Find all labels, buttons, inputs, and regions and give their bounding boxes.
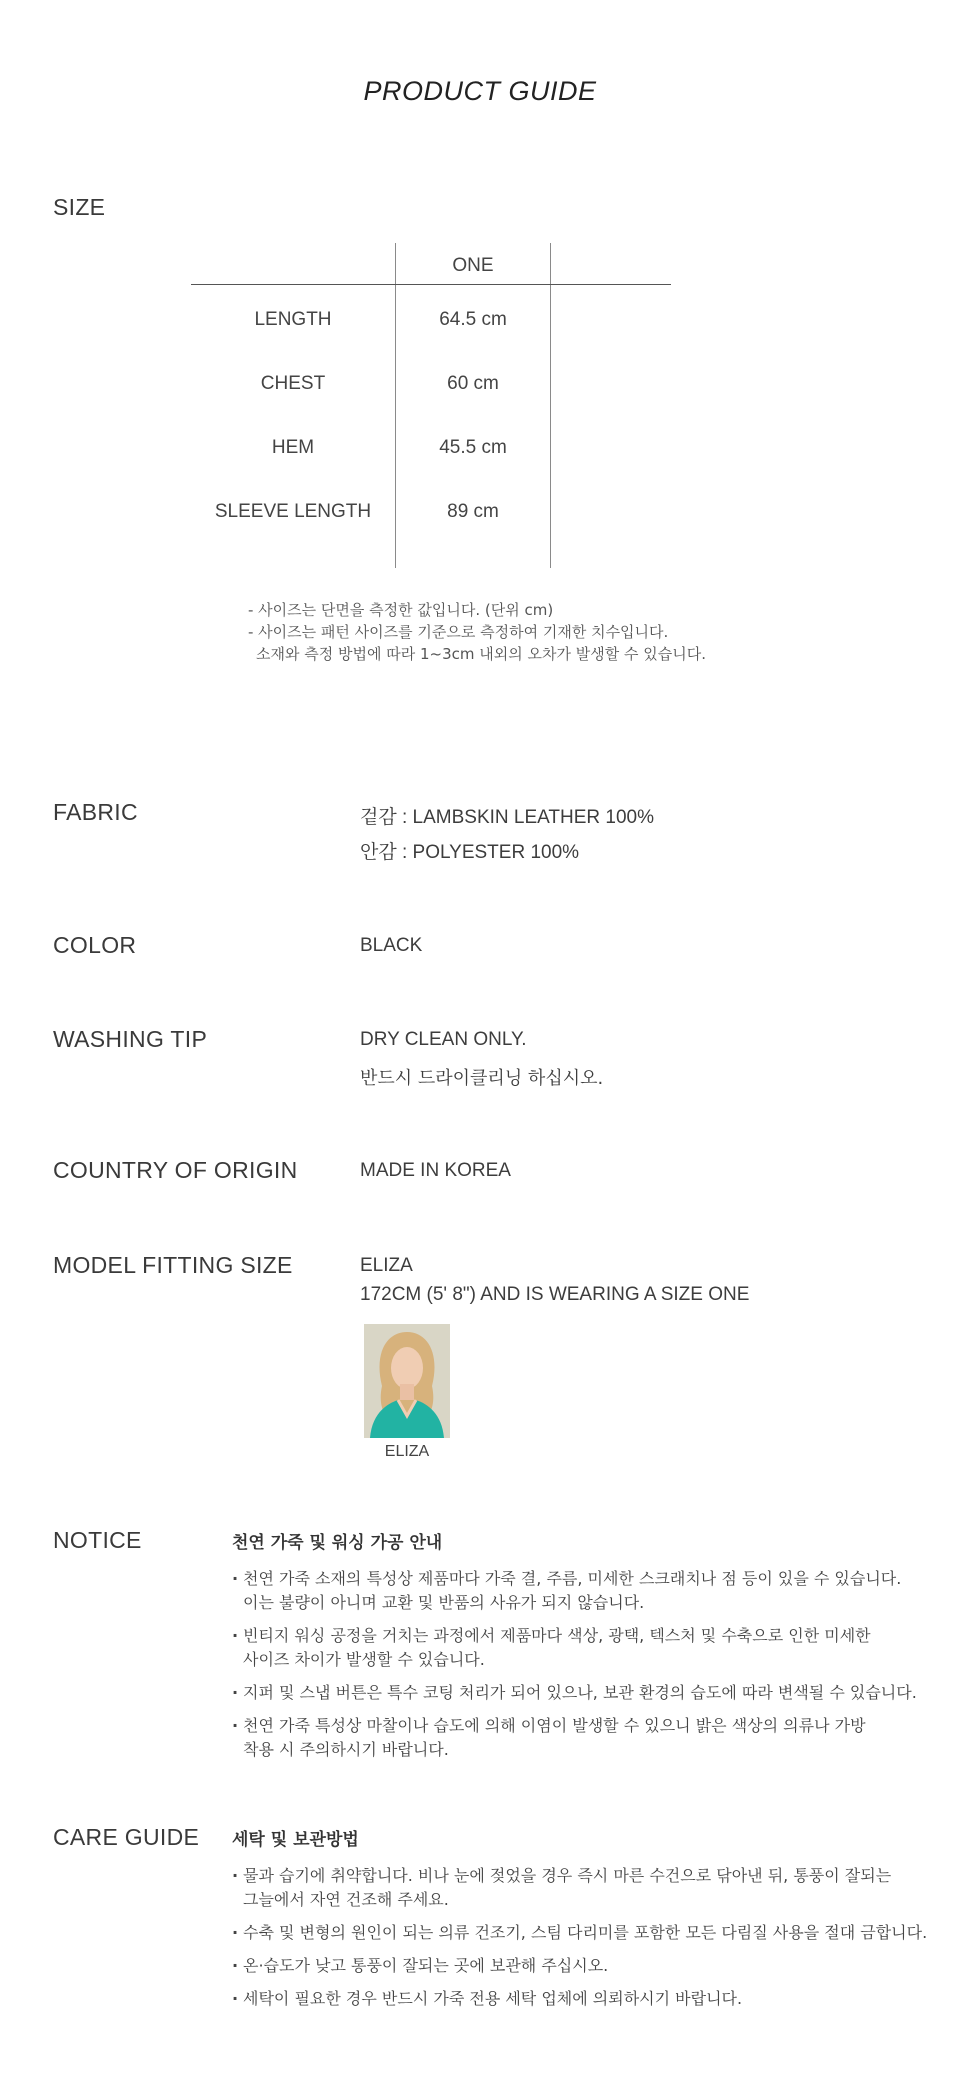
- size-note: - 사이즈는 패턴 사이즈를 기준으로 측정하여 기재한 치수입니다.: [248, 623, 669, 641]
- size-row-label: CHEST: [260, 373, 326, 394]
- fabric-section-label: FABRIC: [53, 799, 138, 825]
- origin-value: MADE IN KOREA: [360, 1160, 511, 1181]
- fabric-lining: 안감 : POLYESTER 100%: [360, 842, 580, 863]
- size-row-value: 64.5 cm: [439, 309, 507, 330]
- fabric-outer: 겉감 : LAMBSKIN LEATHER 100%: [360, 807, 655, 828]
- size-row-label: HEM: [271, 437, 315, 458]
- page-title: PRODUCT GUIDE: [363, 76, 597, 106]
- model-photo: [364, 1324, 450, 1438]
- washing-line: 반드시 드라이클리닝 하십시오.: [360, 1068, 604, 1089]
- notice-heading: 천연 가죽 및 워싱 가공 안내: [232, 1533, 443, 1553]
- color-section-label: COLOR: [53, 932, 137, 958]
- washing-line: DRY CLEAN ONLY.: [360, 1029, 527, 1050]
- list-item: · 지퍼 및 스냅 버튼은 특수 코팅 처리가 되어 있으나, 보관 환경의 습도에 따라 변색될 수 있습니다.: [232, 1681, 952, 1705]
- size-row-value: 45.5 cm: [439, 437, 507, 458]
- origin-section-label: COUNTRY OF ORIGIN: [53, 1157, 298, 1183]
- notice-list: [232, 1567, 952, 1771]
- list-item: · 천연 가죽 소재의 특성상 제품마다 가죽 결, 주름, 미세한 스크래치나 점 등이 있을 수 있습니다. 이는 불량이 아니며 교환 및 반품의 사유가 되지 않습니다.: [232, 1567, 952, 1615]
- model-section-label: MODEL FITTING SIZE: [53, 1252, 293, 1278]
- size-section-label: SIZE: [53, 194, 106, 220]
- washing-section-label: WASHING TIP: [53, 1026, 208, 1052]
- notice-section-label: NOTICE: [53, 1527, 142, 1553]
- size-row-value: 89 cm: [447, 501, 499, 522]
- model-caption: ELIZA: [384, 1443, 430, 1460]
- list-item: · 물과 습기에 취약합니다. 비나 눈에 젖었을 경우 즉시 마른 수건으로 닦아낸 뒤, 통풍이 잘되는 그늘에서 자연 건조해 주세요.: [232, 1864, 952, 1912]
- model-info: 172CM (5' 8") AND IS WEARING A SIZE ONE: [360, 1284, 750, 1305]
- care-section-label: CARE GUIDE: [53, 1824, 200, 1850]
- list-item: · 천연 가죽 특성상 마찰이나 습도에 의해 이염이 발생할 수 있으니 밝은 색상의 의류나 가방 착용 시 주의하시기 바랍니다.: [232, 1714, 952, 1762]
- list-item: · 수축 및 변형의 원인이 되는 의류 건조기, 스팀 다리미를 포함한 모든 다림질 사용을 절대 금합니다.: [232, 1921, 952, 1945]
- care-heading: 세탁 및 보관방법: [232, 1830, 359, 1850]
- size-note: 소재와 측정 방법에 따라 1~3cm 내외의 오차가 발생할 수 있습니다.: [256, 645, 706, 663]
- care-list: [232, 1864, 952, 2020]
- list-item: · 온·습도가 낮고 통풍이 잘되는 곳에 보관해 주십시오.: [232, 1954, 952, 1978]
- color-value: BLACK: [360, 935, 423, 956]
- table-divider-right: [550, 243, 551, 568]
- size-row-label: LENGTH: [254, 309, 332, 330]
- size-notes: [248, 599, 706, 665]
- list-item: · 빈티지 워싱 공정을 거치는 과정에서 제품마다 색상, 광택, 텍스처 및 수축으로 인한 미세한 사이즈 차이가 발생할 수 있습니다.: [232, 1624, 952, 1672]
- size-note: - 사이즈는 단면을 측정한 값입니다. (단위 cm): [248, 601, 554, 619]
- list-item: · 세탁이 필요한 경우 반드시 가죽 전용 세탁 업체에 의뢰하시기 바랍니다.: [232, 1987, 952, 2011]
- size-column-header: ONE: [452, 255, 494, 276]
- table-header-rule: [191, 284, 671, 285]
- size-row-value: 60 cm: [447, 373, 499, 394]
- size-row-label: SLEEVE LENGTH: [214, 501, 372, 522]
- model-name: ELIZA: [360, 1255, 413, 1276]
- model-portrait-image: [364, 1324, 450, 1438]
